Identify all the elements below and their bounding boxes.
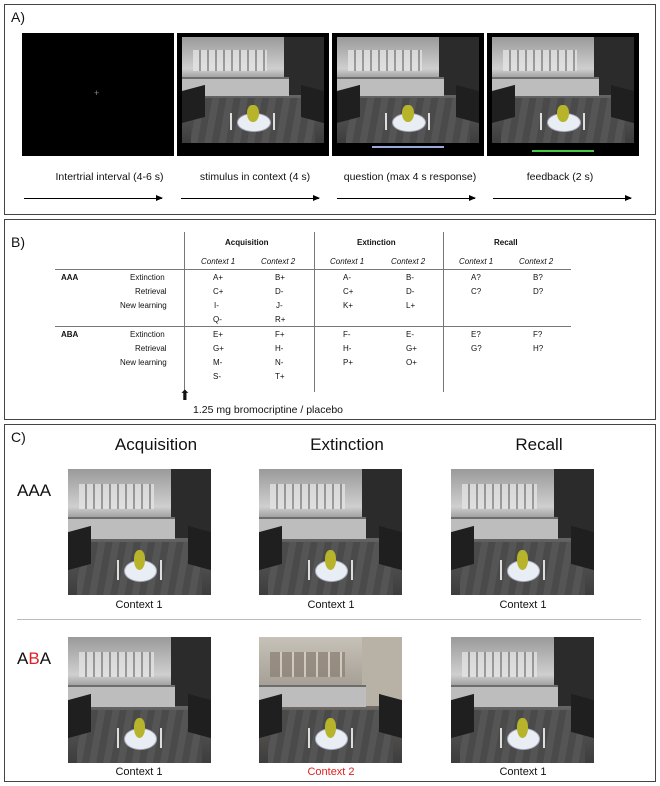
row-label-part-highlight: B bbox=[28, 649, 40, 668]
caption-feedback: feedback (2 s) bbox=[526, 171, 594, 183]
cafe-scene-image bbox=[337, 37, 479, 143]
panel-a-label: A) bbox=[11, 9, 25, 25]
context-header: Context 1 bbox=[330, 257, 365, 266]
row-type: New learning bbox=[120, 358, 167, 367]
table-cell: K+ bbox=[343, 301, 354, 310]
table-cell: F+ bbox=[275, 330, 285, 339]
row-label-aba bbox=[17, 649, 51, 669]
caption-iti: Intertrial interval (4-6 s) bbox=[55, 171, 164, 183]
table-cell: S- bbox=[213, 372, 221, 381]
group-label-aba: ABA bbox=[61, 330, 79, 339]
row-label-part: A bbox=[39, 481, 52, 500]
table-cell: F- bbox=[343, 330, 351, 339]
question-text-bar bbox=[372, 146, 444, 148]
table-rule bbox=[55, 326, 571, 327]
panel-c-label: C) bbox=[11, 429, 26, 445]
caption-stimulus: stimulus in context (4 s) bbox=[199, 171, 311, 183]
context-header: Context 1 bbox=[459, 257, 494, 266]
timeline-arrow bbox=[493, 198, 631, 199]
context-header: Context 2 bbox=[261, 257, 296, 266]
table-cell: L+ bbox=[406, 301, 416, 310]
context-header: Context 2 bbox=[519, 257, 554, 266]
table-cell: R+ bbox=[275, 315, 286, 324]
table-cell: T+ bbox=[275, 372, 285, 381]
cafe-scene-image bbox=[451, 469, 594, 595]
table-cell: D? bbox=[533, 287, 544, 296]
context-caption: Context 1 bbox=[115, 766, 163, 778]
panel-c bbox=[4, 424, 656, 782]
panel-b bbox=[4, 219, 656, 420]
table-cell: H- bbox=[275, 344, 284, 353]
table-cell: D- bbox=[275, 287, 284, 296]
table-cell: P+ bbox=[343, 358, 354, 367]
row-divider bbox=[17, 619, 641, 620]
context-header: Context 2 bbox=[391, 257, 426, 266]
row-type: Retrieval bbox=[135, 344, 167, 353]
table-cell: C? bbox=[471, 287, 482, 296]
table-divider bbox=[184, 232, 185, 392]
column-header-recall: Recall bbox=[515, 435, 563, 454]
table-cell: N- bbox=[275, 358, 284, 367]
row-type: Extinction bbox=[130, 330, 165, 339]
panel-b-label: B) bbox=[11, 234, 25, 250]
table-cell: G+ bbox=[406, 344, 417, 353]
table-divider bbox=[443, 232, 444, 392]
phase-header-acquisition: Acquisition bbox=[225, 238, 269, 247]
table-cell: B? bbox=[533, 273, 543, 282]
panel-a bbox=[4, 4, 656, 215]
cafe-scene-image bbox=[68, 637, 211, 763]
column-header-extinction: Extinction bbox=[310, 435, 384, 454]
table-cell: J- bbox=[276, 301, 283, 310]
question-screen bbox=[332, 33, 484, 156]
context-caption: Context 1 bbox=[307, 599, 355, 611]
cafe-scene-image bbox=[68, 469, 211, 595]
table-cell: C+ bbox=[343, 287, 354, 296]
table-cell: M- bbox=[213, 358, 223, 367]
table-cell: E- bbox=[406, 330, 414, 339]
feedback-screen bbox=[487, 33, 639, 156]
timeline-arrow bbox=[337, 198, 475, 199]
phase-header-extinction: Extinction bbox=[357, 238, 396, 247]
column-header-acquisition: Acquisition bbox=[114, 435, 198, 454]
table-cell: B+ bbox=[275, 273, 286, 282]
row-type: Extinction bbox=[130, 273, 165, 282]
caption-question: question (max 4 s response) bbox=[343, 171, 477, 183]
context-caption: Context 1 bbox=[499, 766, 547, 778]
row-type: New learning bbox=[120, 301, 167, 310]
context-header: Context 1 bbox=[201, 257, 236, 266]
table-cell: E+ bbox=[213, 330, 224, 339]
alt-context-scene-image bbox=[259, 637, 402, 763]
row-label-part: A bbox=[28, 481, 40, 500]
table-cell: A+ bbox=[213, 273, 224, 282]
cafe-scene-image bbox=[492, 37, 634, 143]
row-type: Retrieval bbox=[135, 287, 167, 296]
row-label-part: A bbox=[39, 649, 52, 668]
table-divider bbox=[314, 232, 315, 392]
table-cell: H- bbox=[343, 344, 352, 353]
stimulus-screen bbox=[177, 33, 329, 156]
cafe-scene-image bbox=[182, 37, 324, 143]
context-caption: Context 1 bbox=[499, 599, 547, 611]
table-cell: H? bbox=[533, 344, 544, 353]
drug-arrow-icon: ⬆ bbox=[179, 388, 191, 404]
context-caption-highlight: Context 2 bbox=[307, 766, 355, 778]
table-cell: Q- bbox=[213, 315, 222, 324]
table-cell: C+ bbox=[213, 287, 224, 296]
table-cell: B- bbox=[406, 273, 414, 282]
table-cell: I- bbox=[214, 301, 219, 310]
drug-note: 1.25 mg bromocriptine / placebo bbox=[193, 404, 343, 416]
feedback-text-bar bbox=[532, 150, 594, 152]
row-label-part: A bbox=[17, 649, 29, 668]
group-label-aaa: AAA bbox=[61, 273, 79, 282]
table-cell: G? bbox=[471, 344, 482, 353]
context-caption: Context 1 bbox=[115, 599, 163, 611]
timeline-arrow bbox=[181, 198, 319, 199]
row-label-aaa bbox=[17, 481, 51, 501]
table-cell: G+ bbox=[213, 344, 224, 353]
table-rule bbox=[55, 269, 571, 270]
table-cell: F? bbox=[533, 330, 543, 339]
phase-header-recall: Recall bbox=[494, 238, 518, 247]
cafe-scene-image bbox=[451, 637, 594, 763]
table-cell: D- bbox=[406, 287, 415, 296]
cafe-scene-image bbox=[259, 469, 402, 595]
table-cell: E? bbox=[471, 330, 481, 339]
table-cell: O+ bbox=[406, 358, 417, 367]
iti-screen bbox=[22, 33, 174, 156]
table-cell: A- bbox=[343, 273, 351, 282]
row-label-part: A bbox=[17, 481, 29, 500]
fixation-cross: + bbox=[94, 88, 100, 98]
table-cell: A? bbox=[471, 273, 481, 282]
timeline-arrow bbox=[24, 198, 162, 199]
